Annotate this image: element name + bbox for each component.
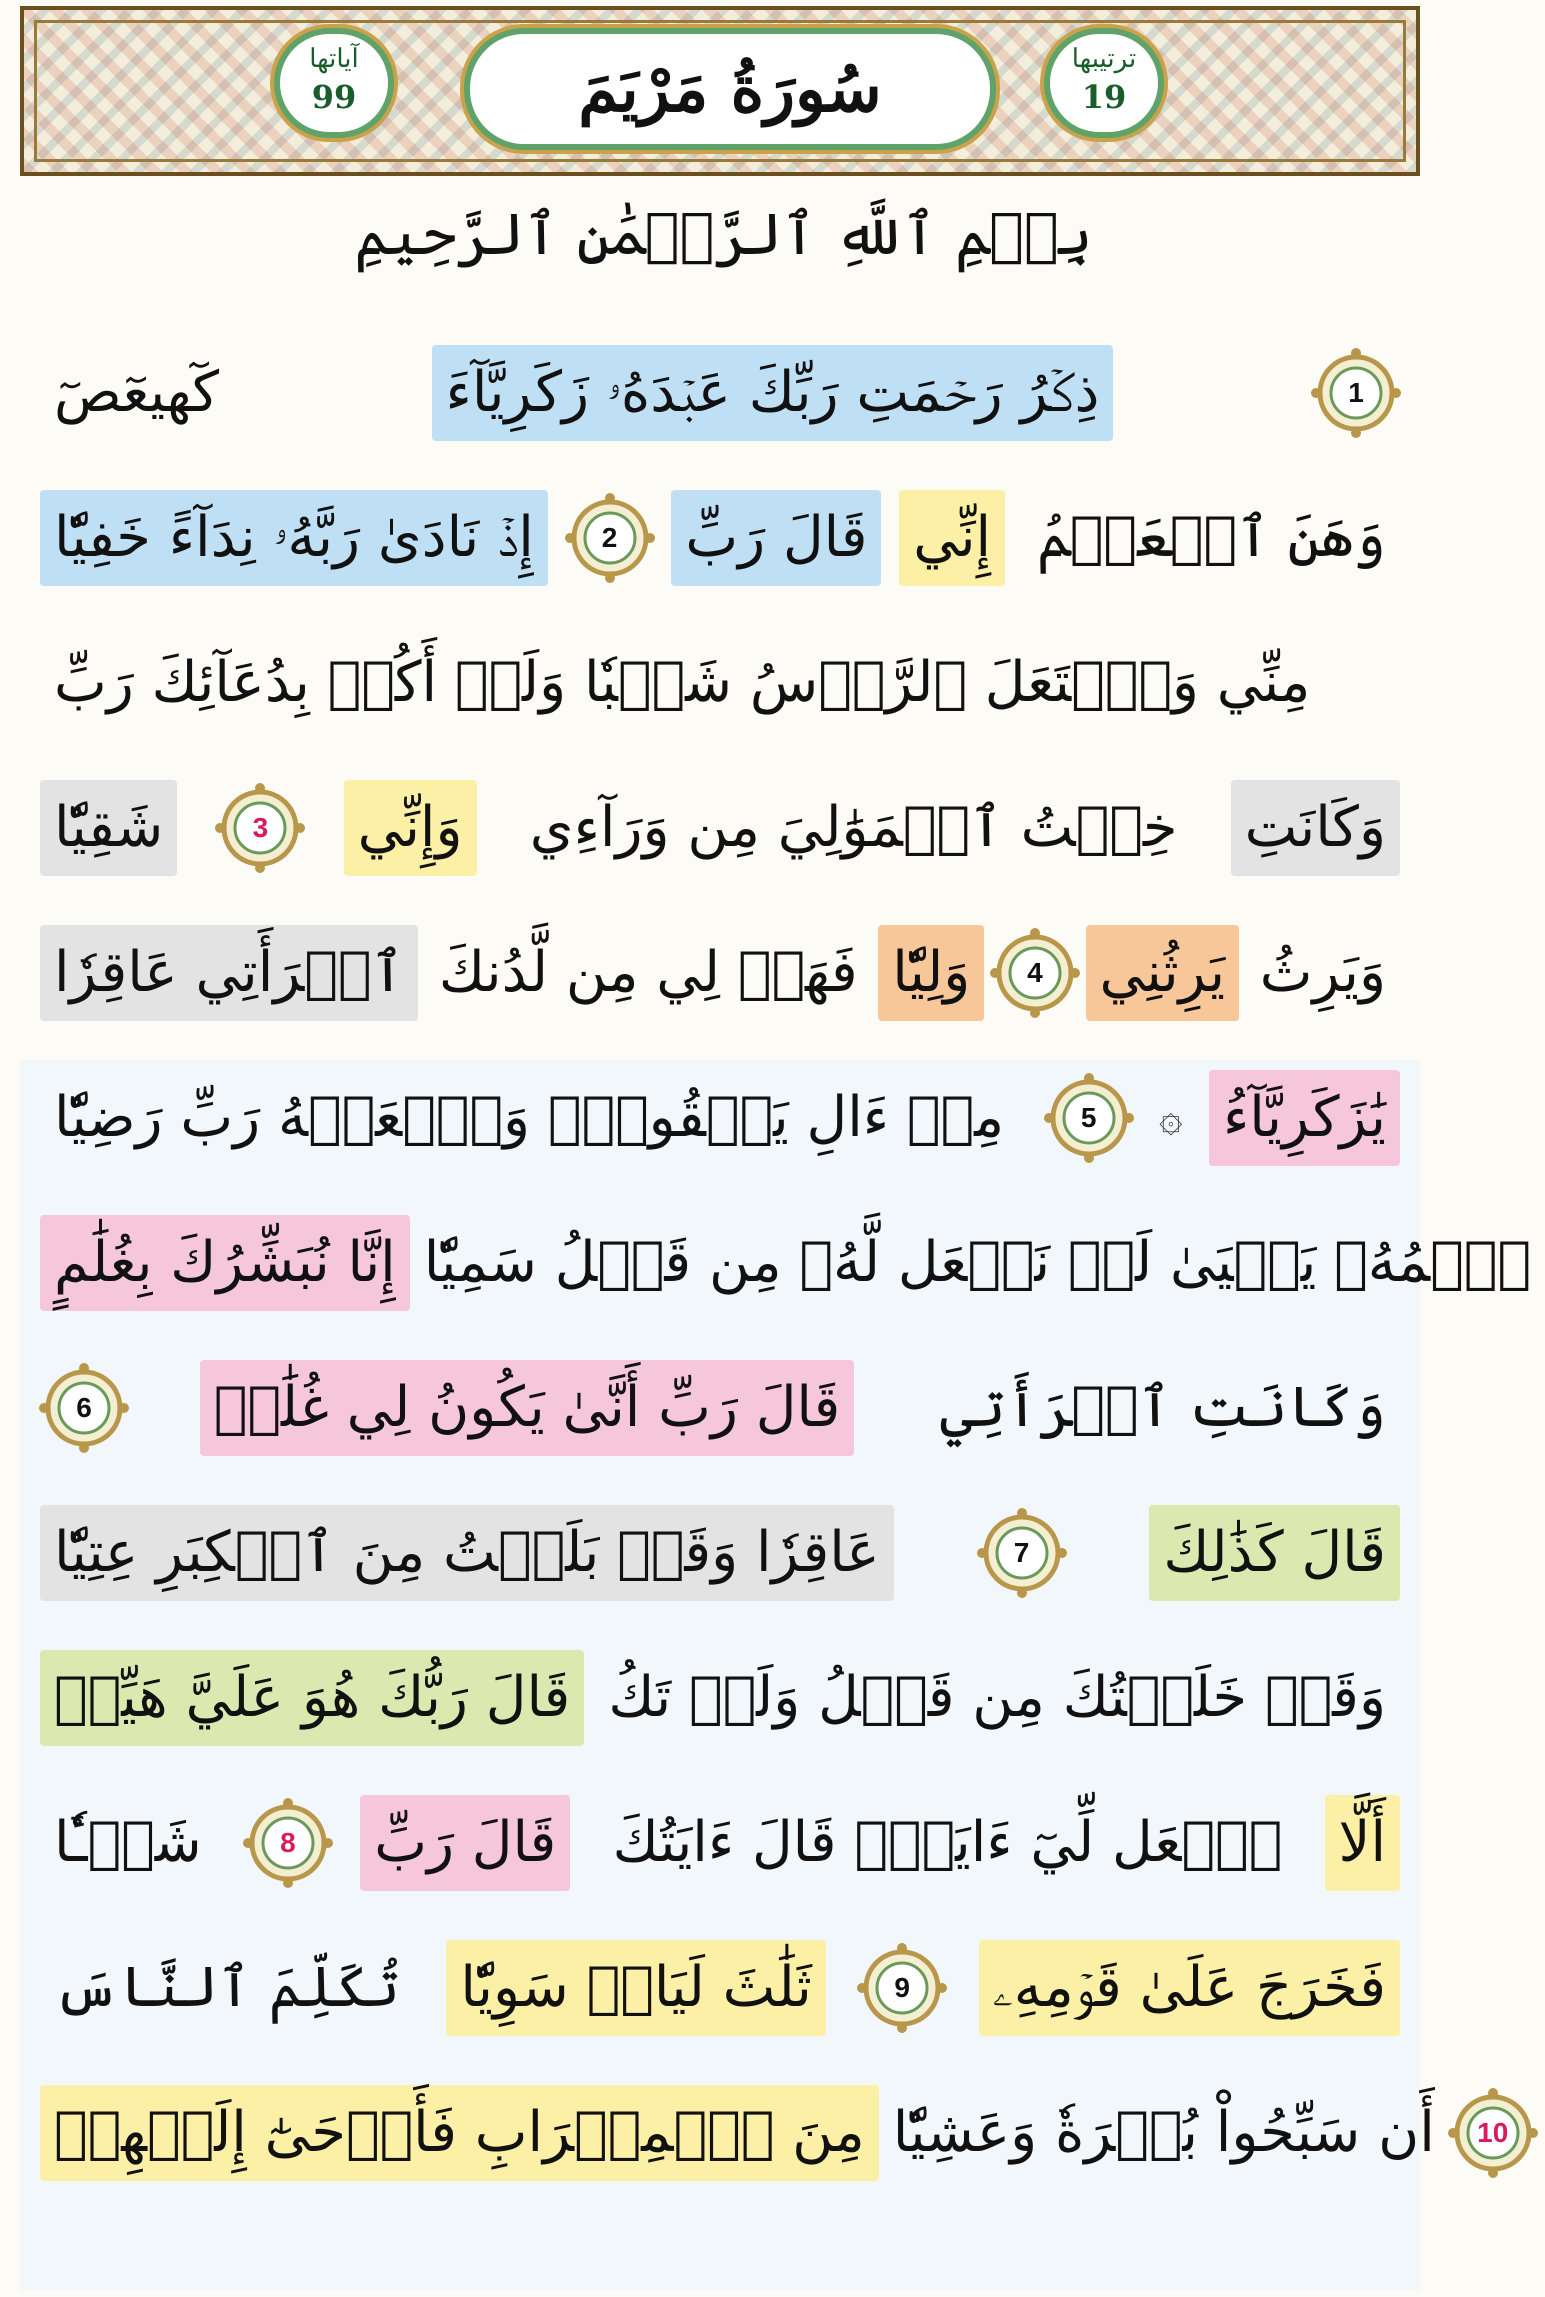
verse-line (40, 320, 1400, 465)
ayah-number: 2 (601, 521, 618, 553)
verse-text-segment: مِنَ ٱلۡمِحۡرَابِ فَأَوۡحَىٰٓ إِلَيۡهِمۡ (40, 2085, 879, 2181)
verse-line (40, 1335, 1400, 1480)
ayah-number-marker (1312, 349, 1400, 437)
ayah-number: 8 (280, 1826, 296, 1858)
verse-text-segment: تُكَلِّمَ ٱلنَّاسَ (54, 1954, 400, 2020)
ayah-number: 5 (1080, 1101, 1097, 1133)
verse-text-segment: إِنَّا نُبَشِّرُكَ بِغُلَٰمٍ (40, 1215, 410, 1311)
verse-line (40, 2060, 1509, 2205)
ayah-number: 3 (252, 811, 269, 843)
verse-text-segment: يَٰزَكَرِيَّآءُ (1209, 1070, 1400, 1166)
ayah-number-marker (40, 1364, 128, 1452)
verse-line (40, 1480, 1400, 1625)
verse-text-segment: شَيۡـٔٗا (54, 1809, 202, 1875)
verse-line (40, 900, 1400, 1045)
ayah-number: 6 (76, 1391, 92, 1423)
verse-text-segment: وَكَانَتِ ٱمۡرَأَتِي (940, 1374, 1386, 1440)
order-number: 19 (1081, 78, 1127, 116)
verse-text-segment: قَالَ رَبِّ أَنَّىٰ يَكُونُ لِي غُلَٰمٞ (200, 1360, 854, 1456)
verse-text-segment: وَكَانَتِ (1231, 780, 1400, 876)
verse-text-segment: ٱسۡمُهُۥ يَحۡيَىٰ لَمۡ نَجۡعَل لَّهُۥ مِن قَبۡلُ سَمِيّٗا (423, 1229, 1531, 1295)
verse-text-segment: فَهَبۡ لِي مِن لَّدُنكَ (438, 939, 858, 1005)
ayah-number-marker (566, 494, 654, 582)
verse-count-badge (274, 28, 394, 138)
ayah-number-marker (244, 1799, 332, 1887)
verse-text-segment: مِنِّي وَٱشۡتَعَلَ ٱلرَّأۡسُ شَيۡبٗا وَلَمۡ أَكُنۢ بِدُعَآئِكَ رَبِّ (54, 649, 1311, 715)
verse-text-segment: وَهَنَ ٱلۡعَظۡمُ (1036, 504, 1386, 570)
verse-text-segment: عَاقِرٗا وَقَدۡ بَلَغۡتُ مِنَ ٱلۡكِبَرِ عِتِيّٗا (40, 1505, 894, 1601)
order-label: ترتيبها (1071, 44, 1137, 74)
verses-label: آياتها (309, 44, 359, 74)
ayah-number: 7 (1013, 1536, 1030, 1568)
verse-line (40, 1045, 1400, 1190)
verse-text-segment: قَالَ كَذَٰلِكَ (1149, 1505, 1400, 1601)
verse-text-segment: خِفۡتُ ٱلۡمَوَٰلِيَ مِن وَرَآءِي (529, 794, 1178, 860)
verse-text-segment: وَلِيّٗا (878, 925, 984, 1021)
verse-text-segment: مِنۡ ءَالِ يَعۡقُوبَۖ وَٱجۡعَلۡهُ رَبِّ رَضِيّٗا (54, 1084, 1005, 1150)
verse-text-segment: ٱجۡعَل لِّيٓ ءَايَةٗۖ قَالَ ءَايَتُكَ (612, 1809, 1283, 1875)
ayah-number-marker (216, 784, 304, 872)
verse-line (40, 1190, 1531, 1335)
verse-text-segment: أَلَّا (1325, 1795, 1401, 1891)
surah-order-badge (1044, 28, 1164, 138)
verse-text-segment: فَخَرَجَ عَلَىٰ قَوۡمِهِۦ (979, 1940, 1401, 2036)
verse-text-segment: قَالَ رَبُّكَ هُوَ عَلَيَّ هَيِّنٞ (40, 1650, 584, 1746)
ayah-number: 9 (894, 1971, 910, 2003)
verse-text-segment: وَإِنِّي (344, 780, 477, 876)
verses-number: 99 (311, 78, 357, 116)
verse-text-segment: ثَلَٰثَ لَيَالٖ سَوِيّٗا (446, 1940, 825, 2036)
verse-text-segment: إِذۡ نَادَىٰ رَبَّهُۥ نِدَآءً خَفِيّٗا (40, 490, 548, 586)
ayah-number-marker (858, 1944, 946, 2032)
surah-header-banner (20, 6, 1420, 176)
verse-text-segment: قَالَ رَبِّ (360, 1795, 570, 1891)
verse-text-segment: ذِكۡرُ رَحۡمَتِ رَبِّكَ عَبۡدَهُۥ زَكَرِيَّآءَ (432, 345, 1114, 441)
ayah-number: 10 (1477, 2116, 1509, 2148)
verse-text-segment: وَيَرِثُ (1259, 939, 1386, 1005)
verse-line (40, 1625, 1400, 1770)
surah-title: سُورَةُ مَرْيَمَ (578, 51, 882, 127)
verse-text-segment: وَقَدۡ خَلَقۡتُكَ مِن قَبۡلُ وَلَمۡ تَكُ (608, 1664, 1386, 1730)
rub-el-hizb-icon: ۞ (1159, 1094, 1183, 1141)
verse-text-segment: يَرِثُنِي (1086, 925, 1240, 1021)
verse-text-segment: قَالَ رَبِّ (671, 490, 881, 586)
verse-text-segment: ٱمۡرَأَتِي عَاقِرٗا (40, 925, 418, 1021)
surah-title-cartouche (464, 28, 996, 150)
ayah-number-marker (1449, 2089, 1537, 2177)
verse-line (40, 610, 1400, 755)
verse-text-segment: إِنِّي (899, 490, 1005, 586)
ayah-number: 4 (1027, 956, 1043, 988)
basmala: بِسۡمِ ٱللَّهِ ٱلرَّحۡمَٰنِ ٱلرَّحِيمِ (354, 200, 1093, 268)
verse-line (40, 1770, 1400, 1915)
verse-line (40, 1915, 1400, 2060)
ayah-number-marker (1045, 1074, 1133, 1162)
verse-text-segment: كٓهيعٓصٓ (54, 359, 219, 425)
verse-line (40, 755, 1400, 900)
ayah-number: 1 (1348, 376, 1364, 408)
verse-text-segment: شَقِيّٗا (40, 780, 177, 876)
verse-text-segment: أَن سَبِّحُواْ بُكۡرَةٗ وَعَشِيّٗا (892, 2099, 1435, 2165)
ayah-number-marker (978, 1509, 1066, 1597)
verse-line (40, 465, 1400, 610)
ayah-number-marker (991, 929, 1079, 1017)
verse-lines (40, 320, 1531, 2205)
